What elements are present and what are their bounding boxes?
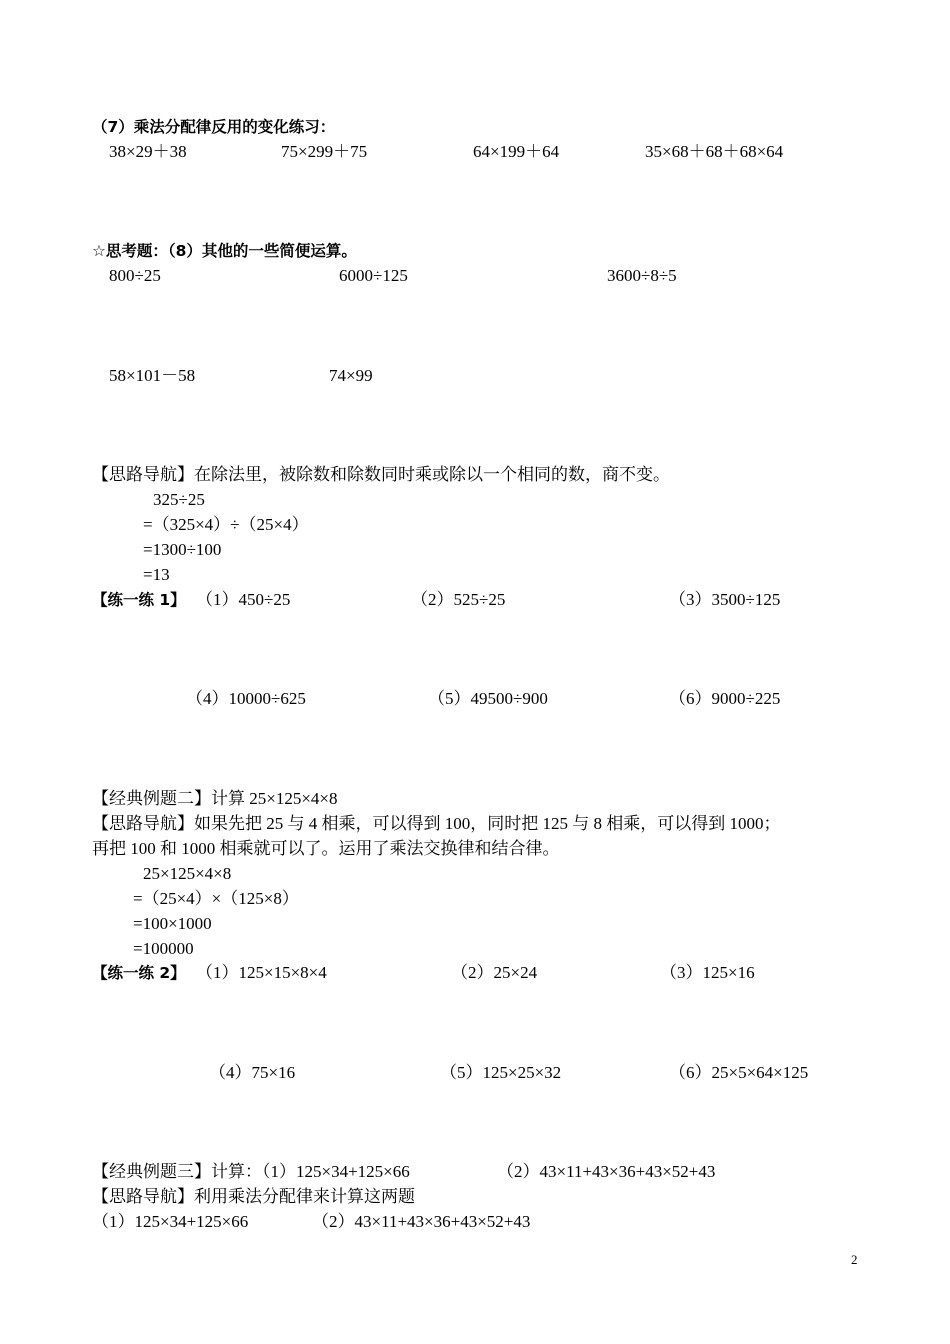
- example2-title: 【经典例题二】计算 25×125×4×8: [92, 789, 338, 808]
- problem-8b: 6000÷125: [339, 266, 408, 285]
- example3-line1: （1）125×34+125×66: [92, 1212, 249, 1231]
- example2-guide-line2: 再把 100 和 1000 相乘就可以了。运用了乘法交换律和结合律。: [92, 839, 560, 858]
- practice2-item-3: （3）125×16: [660, 963, 755, 982]
- example3-guide: 【思路导航】利用乘法分配律来计算这两题: [92, 1187, 415, 1206]
- section7-heading: （7）乘法分配律反用的变化练习：: [92, 118, 336, 136]
- practice2-item-2: （2）25×24: [451, 963, 538, 982]
- example2-step-2: =（25×4）×（125×8）: [133, 889, 299, 908]
- problem-7a: 38×29＋38: [109, 142, 187, 161]
- practice2-item-5: （5）125×25×32: [440, 1063, 562, 1082]
- problem-8a: 800÷25: [109, 266, 161, 285]
- practice1-label: 【练一练 1】: [92, 591, 186, 609]
- example2-guide-line1: 【思路导航】如果先把 25 与 4 相乘，可以得到 100，同时把 125 与 8 相乘，可以得到 1000；: [92, 814, 781, 833]
- guide1-step-1: 325÷25: [153, 490, 205, 509]
- guide1-step-3: =1300÷100: [143, 540, 222, 559]
- guide1-step-4: =13: [143, 565, 170, 584]
- problem-8d: 58×101－58: [109, 366, 196, 385]
- section8-heading: ☆思考题：（8）其他的一些简便运算。: [92, 242, 357, 260]
- example3-line2: （2）43×11+43×36+43×52+43: [312, 1212, 531, 1231]
- practice2-label: 【练一练 2】: [92, 964, 186, 982]
- problem-8e: 74×99: [329, 366, 373, 385]
- example3-title: 【经典例题三】计算：（1）125×34+125×66: [92, 1162, 410, 1181]
- problem-7c: 64×199＋64: [473, 142, 560, 161]
- practice1-item-5: （5）49500÷900: [428, 689, 548, 708]
- example2-step-1: 25×125×4×8: [143, 864, 232, 883]
- practice1-item-6: （6）9000÷225: [669, 689, 781, 708]
- example2-step-3: =100×1000: [133, 914, 212, 933]
- practice2-item-4: （4）75×16: [209, 1063, 296, 1082]
- problem-7b: 75×299＋75: [281, 142, 368, 161]
- example3-title-part2: （2）43×11+43×36+43×52+43: [497, 1162, 716, 1181]
- practice2-item-6: （6）25×5×64×125: [669, 1063, 809, 1082]
- page-number: 2: [851, 1252, 858, 1267]
- problem-8c: 3600÷8÷5: [607, 266, 677, 285]
- practice1-item-3: （3）3500÷125: [669, 590, 781, 609]
- practice1-item-4: （4）10000÷625: [186, 689, 306, 708]
- example2-step-4: =100000: [133, 939, 194, 958]
- practice1-item-2: （2）525÷25: [411, 590, 506, 609]
- practice1-item-1: （1）450÷25: [196, 590, 291, 609]
- guide1-text: 【思路导航】在除法里，被除数和除数同时乘或除以一个相同的数，商不变。: [92, 465, 670, 484]
- practice2-item-1: （1）125×15×8×4: [196, 963, 327, 982]
- problem-7d: 35×68＋68＋68×64: [645, 142, 784, 161]
- guide1-step-2: =（325×4）÷（25×4）: [143, 515, 309, 534]
